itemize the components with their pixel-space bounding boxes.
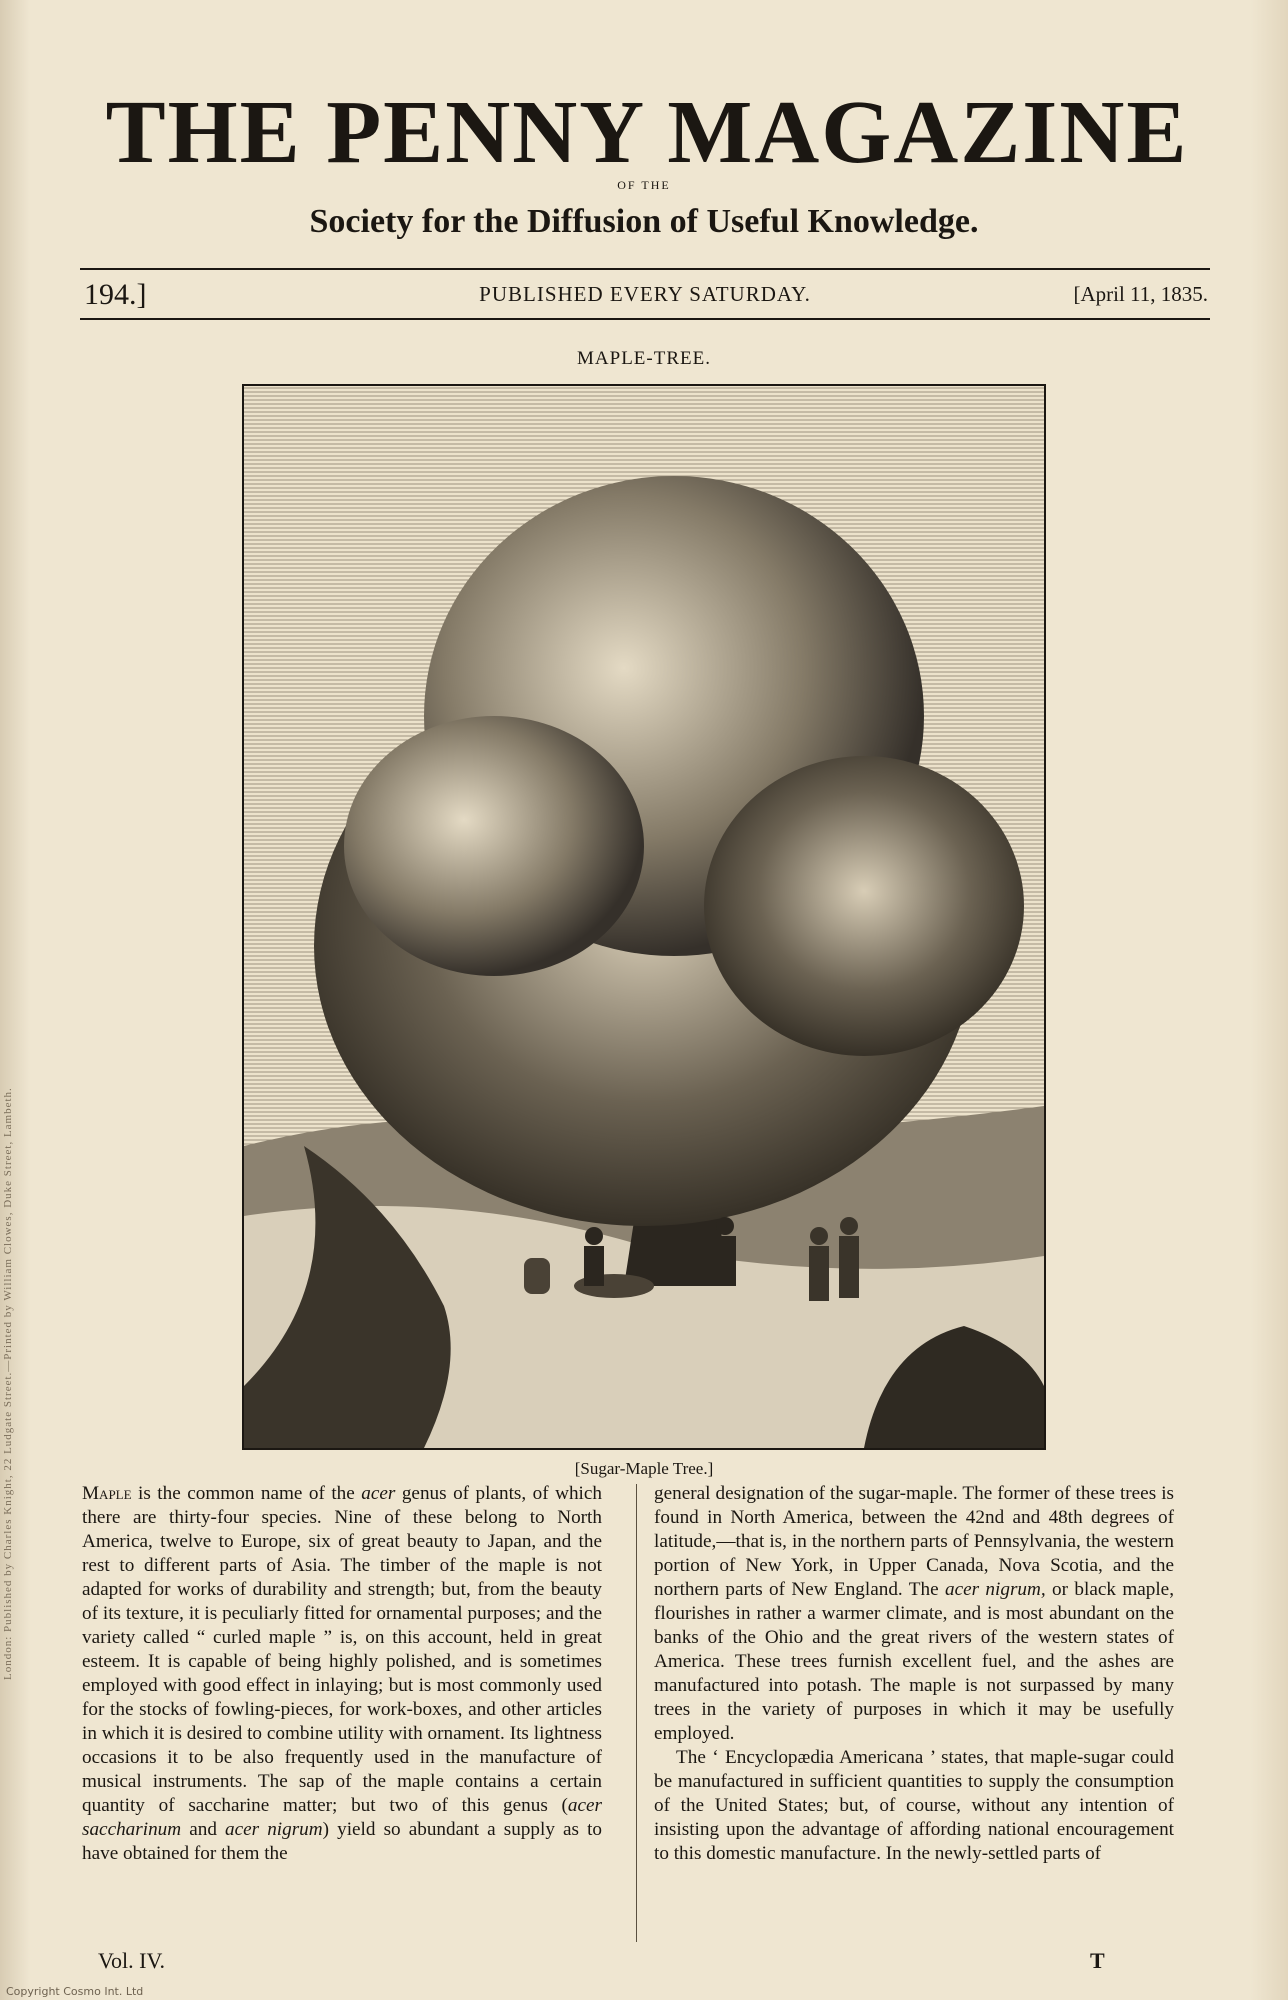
issue-date: [April 11, 1835.	[1073, 282, 1208, 306]
article-dropword: Maple	[82, 1483, 132, 1504]
bottom-rule	[80, 318, 1210, 320]
foliage-right	[704, 756, 1024, 1056]
article-paragraph: The ‘ Encyclopædia Americana ’ states, that maple-sugar could be manufactured in sufficient quantities to supply the consumption of the United States; but, of course, without any intention of insisting upon the advantage of affording national encouragement to this domestic manufacture. In the newly-settled parts of	[654, 1747, 1174, 1864]
volume-label: Vol. IV.	[98, 1948, 166, 1973]
top-rule	[80, 268, 1210, 270]
signature-mark: T	[1090, 1948, 1105, 1973]
article-column-right: general designation of the sugar-maple. The former of these trees is found in North America, between the 42nd and 48th degrees of latitude,—that is, in the northern parts of Pennsylvania, the western portion of New York, in Upper Canada, Nova Scotia, and the northern parts of New England. The acer nigrum, or black maple, flourishes in rather a warmer climate, and is most abundant on the banks of the Ohio and the great rivers of the western states of America. These trees furnish excellent fuel, and the ashes are manufactured into potash. The maple is not surpassed by many trees in the variety of purposes in which it may be usefully employed. The ‘ Encyclopædia Americana ’ states, that maple-sugar could be manufactured in sufficient quantities to supply the consumption of the United States; but, of course, without any intention of insisting upon the advantage of affording national encouragement to this domestic manufacture. In the newly-settled parts of	[654, 1483, 1174, 1864]
margin-imprint: London: Published by Charles Knight, 22 Ludgate Street.—Printed by William Clowes, Duke Street, Lambeth.	[2, 1087, 14, 1680]
engraving-caption: [Sugar-Maple Tree.]	[574, 1459, 714, 1478]
masthead-title: THE PENNY MAGAZINE	[105, 83, 1189, 182]
column-divider	[636, 1484, 637, 1942]
publication-frequency: PUBLISHED EVERY SATURDAY.	[479, 282, 811, 306]
maple-tree-engraving	[242, 384, 1046, 1450]
masthead-of-the: OF THE	[617, 178, 671, 192]
copyright-watermark: Copyright Cosmo Int. Ltd	[6, 1985, 144, 1998]
article-title: MAPLE-TREE.	[577, 348, 711, 369]
masthead-society: Society for the Diffusion of Useful Knowledge.	[309, 203, 979, 240]
foliage-left	[344, 716, 644, 976]
article-column-left: Maple is the common name of the acer genus of plants, of which there are thirty-four species. Nine of these belong to North America, twelve to Europe, six of great beauty to Japan, and the rest to different parts of Asia. The timber of the maple is not adapted for works of durability and strength; but, from the beauty of its texture, it is peculiarly fitted for ornamental purposes; and the variety called “ curled maple ” is, on this account, held in great esteem. It is capable of being highly polished, and is sometimes employed with good effect in inlaying; but is most commonly used for the stocks of fowling-pieces, for work-boxes, and other articles in which it is desired to combine utility with ornament. Its lightness occasions it to be also frequently used in the manufacture of musical instruments. The sap of the maple contains a certain quantity of saccharine matter; but two of this genus (acer saccharinum and acer nigrum) yield so abundant a supply as to have obtained for them the	[82, 1483, 602, 1864]
issue-number: 194.]	[84, 278, 147, 311]
issue-bar	[80, 278, 1210, 312]
